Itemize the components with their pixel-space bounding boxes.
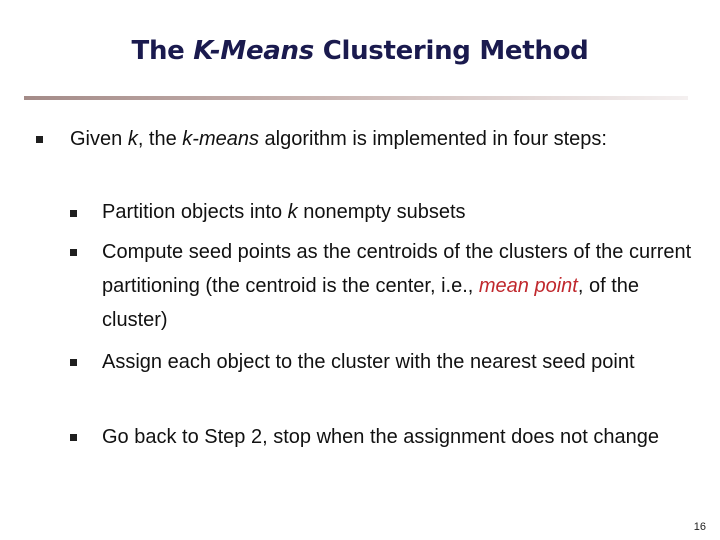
title-divider <box>24 96 688 100</box>
bullet-square-icon <box>36 136 43 143</box>
step-2-highlight: mean point <box>478 275 578 297</box>
step-2-after: , of the cluster) <box>102 275 639 331</box>
page-number: 16 <box>693 521 706 533</box>
bullet-square-icon <box>70 434 77 441</box>
intro-part2: , the <box>137 128 183 150</box>
intro-kmeans: k-means <box>182 128 259 150</box>
bullet-square-icon <box>70 359 77 366</box>
step-2-before: Compute seed points as the centroids of the clusters of the current partitioning (the centroid is the center, i.e., <box>102 241 692 297</box>
intro-part1: Given <box>70 128 128 150</box>
bullet-square-icon <box>70 210 77 217</box>
step-4: Go back to Step 2, stop when the assignment does not change <box>102 426 660 448</box>
bullet-square-icon <box>70 249 77 256</box>
step-1-before: Partition objects into <box>102 201 288 223</box>
intro-k: k <box>127 128 138 150</box>
step-1-after: nonempty subsets <box>297 201 466 223</box>
title-emphasis: K-Means <box>193 36 314 66</box>
intro-part3: algorithm is implemented in four steps: <box>259 128 607 150</box>
title-suffix: Clustering Method <box>313 36 589 66</box>
intro-text <box>70 122 680 156</box>
step-2 <box>102 235 692 337</box>
title-prefix: The <box>131 36 194 66</box>
step-3: Assign each object to the cluster with the nearest seed point <box>102 351 635 373</box>
step-1 <box>102 195 692 229</box>
step-1-k: k <box>287 201 298 223</box>
slide-title <box>0 36 720 66</box>
